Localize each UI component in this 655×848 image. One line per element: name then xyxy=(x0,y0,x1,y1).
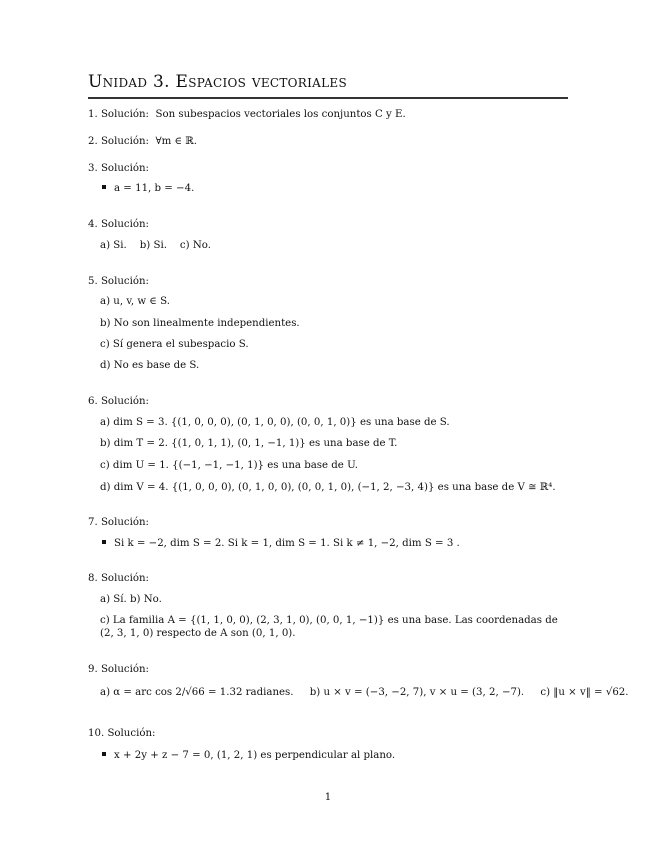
item-6-part-b: b) dim T = 2. {(1, 0, 1, 1), (0, 1, −1, 1)} es una base de T. xyxy=(100,438,398,449)
item-5-heading: 5. Solución: xyxy=(88,276,149,287)
item-heading: 1. Solución: xyxy=(88,109,149,120)
item-heading: 2. Solución: xyxy=(88,136,149,147)
item-3-bullet: a = 11, b = −4. xyxy=(102,182,194,195)
item-8-part-ab: a) Sí. b) No. xyxy=(100,594,162,605)
item-9-parts xyxy=(100,686,629,699)
item-10-bullet: x + 2y + z − 7 = 0, (1, 2, 1) es perpendicular al plano. xyxy=(102,749,395,762)
item-8-part-c: c) La familia A = {(1, 1, 0, 0), (2, 3, 1, 0), (0, 0, 1, −1)} es una base. Las coordenadas de (2, 3, 1, 0) respecto de A son (0, 1, 0). xyxy=(100,615,558,639)
item-5-part-c: c) Sí genera el subespacio S. xyxy=(100,339,249,350)
item-4-parts xyxy=(100,239,211,252)
item-text: Son subespacios vectoriales los conjuntos C y E. xyxy=(155,109,406,120)
title-rule xyxy=(88,97,568,99)
part-b: b) u × v = (−3, −2, 7), v × u = (3, 2, −7). xyxy=(309,687,525,698)
item-5-part-d: d) No es base de S. xyxy=(100,360,200,371)
item-4-heading: 4. Solución: xyxy=(88,219,149,230)
part-c: c) No. xyxy=(179,240,211,251)
item-8-heading: 8. Solución: xyxy=(88,573,149,584)
part-c: c) ‖u × v‖ = √62. xyxy=(540,687,629,698)
item-10-heading: 10. Solución: xyxy=(88,728,156,739)
item-5-part-a: a) u, v, w ∈ S. xyxy=(100,296,170,307)
item-text: ∀m ∈ ℝ. xyxy=(155,136,197,147)
item-6-heading: 6. Solución: xyxy=(88,396,149,407)
page-title: Unidad 3. Espacios vectoriales xyxy=(88,72,347,92)
item-6-part-c: c) dim U = 1. {(−1, −1, −1, 1)} es una base de U. xyxy=(100,460,358,471)
page-number: 1 xyxy=(324,792,332,803)
part-a: a) Si. xyxy=(100,240,127,251)
document-page xyxy=(88,0,629,848)
item-3-heading: 3. Solución: xyxy=(88,163,149,174)
item-5-part-b: b) No son linealmente independientes. xyxy=(100,318,300,329)
item-7-heading: 7. Solución: xyxy=(88,517,149,528)
part-a: a) α = arc cos 2/√66 = 1.32 radianes. xyxy=(100,687,294,698)
item-6-part-d: d) dim V = 4. {(1, 0, 0, 0), (0, 1, 0, 0), (0, 0, 1, 0), (−1, 2, −3, 4)} es una base de V ≅ ℝ⁴. xyxy=(100,482,556,493)
item-9-heading: 9. Solución: xyxy=(88,664,149,675)
item-6-part-a: a) dim S = 3. {(1, 0, 0, 0), (0, 1, 0, 0), (0, 0, 1, 0)} es una base de S. xyxy=(100,417,450,428)
item-1 xyxy=(88,108,406,121)
item-7-bullet: Si k = −2, dim S = 2. Si k = 1, dim S = 1. Si k ≠ 1, −2, dim S = 3 . xyxy=(102,537,460,550)
part-b: b) Si. xyxy=(139,240,167,251)
item-2 xyxy=(88,135,197,148)
